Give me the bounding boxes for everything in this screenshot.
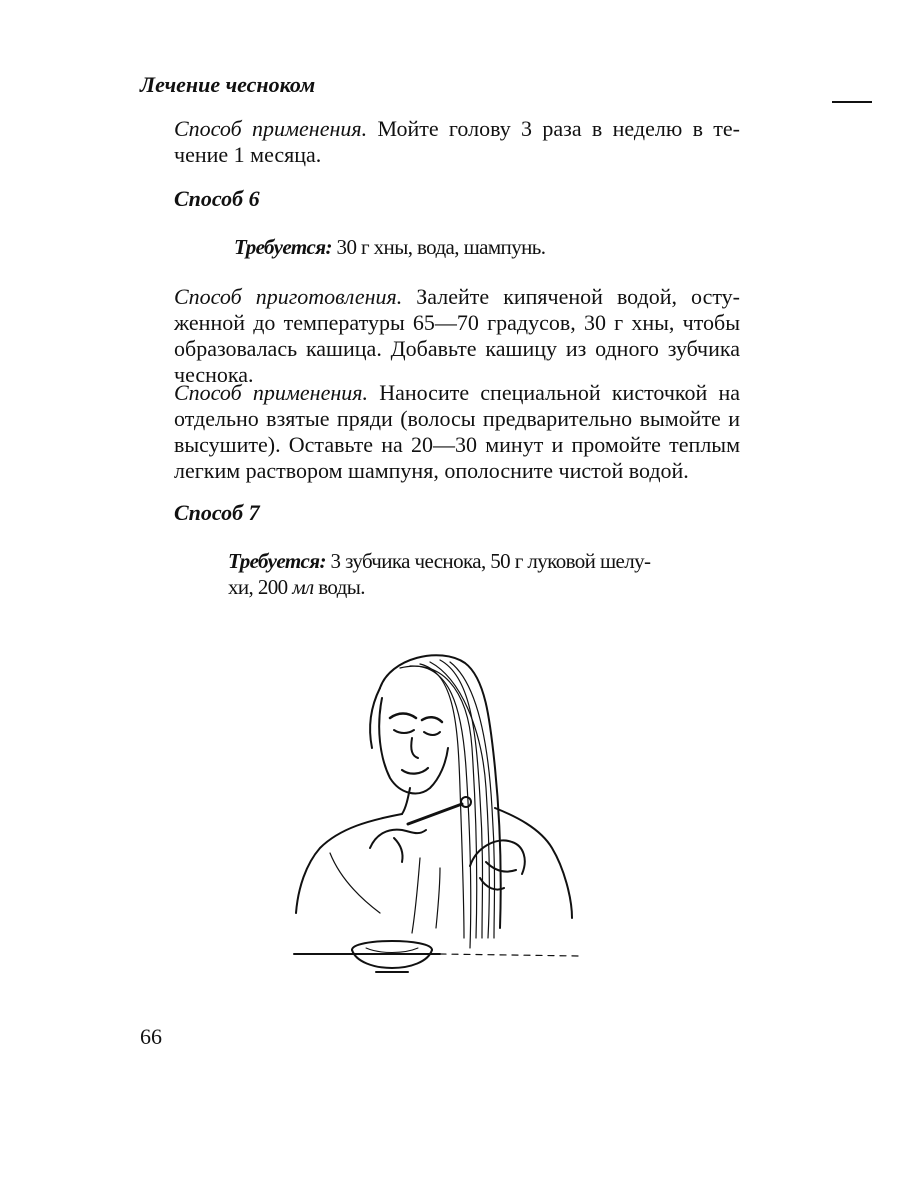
method-6-preparation	[174, 284, 740, 310]
required-label: Требуется:	[234, 235, 332, 259]
page-number: 66	[140, 1024, 162, 1049]
method-6-usage	[174, 380, 740, 406]
usage-text-line1: Мойте голову 3 раза в неделю в те-	[367, 116, 740, 141]
method-6-preparation-body	[174, 310, 740, 388]
usage6-line4: легким раствором шампуня, ополосните чистой водой.	[174, 458, 689, 483]
required-text-7-line2-end: воды.	[313, 575, 365, 599]
running-head: Лечение чесноком	[140, 72, 316, 97]
required-text-7-line2-start: хи, 200	[228, 575, 293, 599]
required-text-7-line1: 3 зубчика чеснока, 50 г луковой шелу-	[325, 549, 651, 573]
prep-line2: женной до температуры 65—70 градусов, 30 г хны, чтобы	[174, 310, 740, 335]
method-7-heading: Способ 7	[174, 500, 260, 525]
prep-line4: чеснока.	[174, 362, 254, 387]
woman-applying-hair-mask-illustration	[290, 638, 590, 993]
prep-line1: Залейте кипяченой водой, осту-	[402, 284, 741, 309]
usage6-lead: Способ применения.	[174, 380, 368, 405]
method-6-heading: Способ 6	[174, 186, 260, 211]
method-6-requirements	[234, 234, 545, 260]
usage6-line3: высушите). Оставьте на 20—30 минут и промойте теплым	[174, 432, 740, 457]
method-6-usage-body	[174, 406, 740, 484]
usage-paragraph-previous	[174, 116, 740, 142]
required-text: 30 г хны, вода, шампунь.	[331, 235, 546, 259]
usage-lead: Способ применения.	[174, 116, 368, 141]
unit-ml: мл	[292, 575, 314, 599]
required-label-7: Требуется:	[228, 549, 326, 573]
prep-line3: образовалась кашица. Добавьте кашицу из одного зубчика	[174, 336, 740, 361]
prep-lead: Способ приготовления.	[174, 284, 403, 309]
usage-text-line2: чение 1 месяца.	[174, 142, 322, 167]
usage-paragraph-line2	[174, 142, 740, 168]
usage6-line2: отдельно взятые пряди (волосы предварительно вымойте и	[174, 406, 740, 431]
method-7-requirements	[228, 548, 650, 600]
header-rule	[832, 101, 872, 103]
usage6-line1: Наносите специальной кисточкой на	[368, 380, 740, 405]
